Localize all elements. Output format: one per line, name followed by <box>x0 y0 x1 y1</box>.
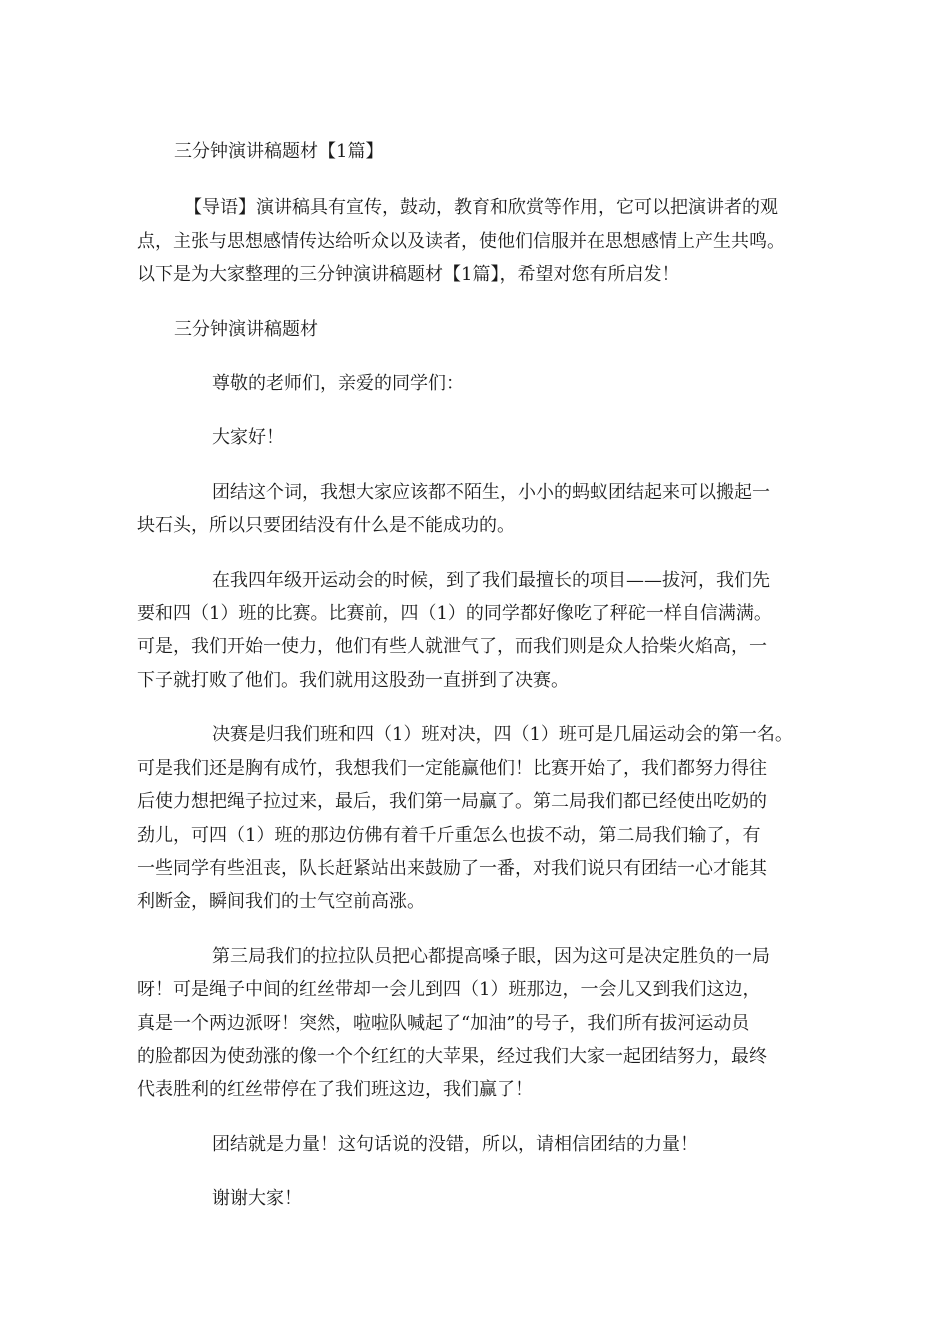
paragraph-line: 在我四年级开运动会的时候，到了我们最擅长的项目——拔河，我们先 <box>212 569 770 591</box>
intro-line: 【导语】演讲稿具有宣传，鼓动，教育和欣赏等作用，它可以把演讲者的观 <box>184 197 778 219</box>
paragraph-line: 一些同学有些沮丧，队长赶紧站出来鼓励了一番，对我们说只有团结一心才能其 <box>137 857 767 879</box>
body-paragraph-final <box>137 718 813 918</box>
paragraph-line: 后使力想把绳子拉过来，最后，我们第一局赢了。第二局我们都已经使出吃奶的 <box>137 791 767 813</box>
paragraph-line: 要和四（1）班的比赛。比赛前，四（1）的同学都好像吃了秤砣一样自信满满。 <box>137 603 772 625</box>
paragraph-line: 呀！可是绳子中间的红丝带却一会儿到四（1）班那边，一会儿又到我们这边， <box>137 979 761 1001</box>
paragraph-line: 可是我们还是胸有成竹，我想我们一定能赢他们！比赛开始了，我们都努力得往 <box>137 757 767 779</box>
intro-line: 以下是为大家整理的三分钟演讲稿题材【1篇】，希望对您有所启发！ <box>137 264 680 286</box>
body-paragraph-sports-meet <box>137 564 813 698</box>
body-paragraph-conclusion <box>137 1128 813 1161</box>
document-page <box>137 135 813 1237</box>
salutation <box>137 367 813 400</box>
speech-subtitle: 三分钟演讲稿题材 <box>174 318 318 340</box>
paragraph-line: 真是一个两边派呀！突然，啦啦队喊起了“加油”的号子，我们所有拔河运动员 <box>137 1012 750 1034</box>
greeting-line: 大家好！ <box>212 427 284 449</box>
paragraph-line: 劲儿，可四（1）班的那边仿佛有着千斤重怎么也拔不动，第二局我们输了，有 <box>137 824 761 846</box>
intro-paragraph <box>137 191 813 291</box>
paragraph-line: 团结就是力量！这句话说的没错，所以，请相信团结的力量！ <box>212 1133 698 1155</box>
paragraph-line: 第三局我们的拉拉队员把心都提高嗓子眼，因为这可是决定胜负的一局 <box>212 945 770 967</box>
salutation-line: 尊敬的老师们，亲爱的同学们： <box>212 373 464 395</box>
paragraph-line: 利断金，瞬间我们的士气空前高涨。 <box>137 891 425 913</box>
intro-line: 点，主张与思想感情传达给听众以及读者，使他们信服并在思想感情上产生共鸣。 <box>137 230 785 252</box>
paragraph-line: 团结这个词，我想大家应该都不陌生，小小的蚂蚁团结起来可以搬起一 <box>212 481 770 503</box>
paragraph-line: 的脸都因为使劲涨的像一个个红红的大苹果，经过我们大家一起团结努力，最终 <box>137 1045 767 1067</box>
paragraph-line: 决赛是归我们班和四（1）班对决，四（1）班可是几届运动会的第一名。 <box>212 724 793 746</box>
paragraph-line: 代表胜利的红丝带停在了我们班这边，我们赢了！ <box>137 1079 533 1101</box>
paragraph-line: 块石头，所以只要团结没有什么是不能成功的。 <box>137 515 515 537</box>
paragraph-line: 下子就打败了他们。我们就用这股劲一直拼到了决赛。 <box>137 669 569 691</box>
document-title: 三分钟演讲稿题材【1篇】 <box>174 141 384 162</box>
body-paragraph-third-round <box>137 940 813 1107</box>
body-paragraph-unity <box>137 476 813 543</box>
greeting <box>137 421 813 454</box>
closing-thanks <box>137 1182 813 1215</box>
paragraph-line: 谢谢大家！ <box>212 1188 302 1210</box>
paragraph-line: 可是，我们开始一使力，他们有些人就泄气了，而我们则是众人拾柴火焰高，一 <box>137 636 767 658</box>
